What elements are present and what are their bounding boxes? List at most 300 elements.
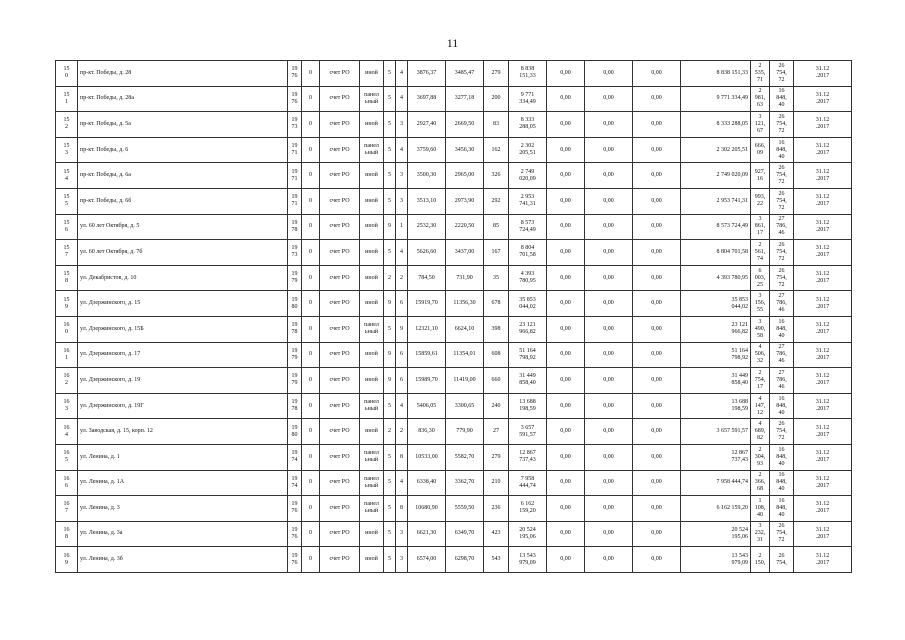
cost-total: 12 867 737,43 <box>509 444 547 470</box>
col-3: 0 <box>302 342 320 368</box>
cost-federal: 0,00 <box>547 521 585 547</box>
deadline: 31.12 .2017 <box>794 240 852 266</box>
address: ул. Ленина, д. 3б <box>78 547 288 573</box>
address: ул. 60 лет Октября, д. 7б <box>78 240 288 266</box>
cost-federal: 0,00 <box>547 291 585 317</box>
deadline: 31.12 .2017 <box>794 419 852 445</box>
table-row <box>56 368 852 394</box>
table-row <box>56 393 852 419</box>
entrances: 2 <box>396 419 408 445</box>
cost-federal: 0,00 <box>547 61 585 87</box>
cost-federal: 0,00 <box>547 188 585 214</box>
fund-method: счет РО <box>320 86 360 112</box>
cost-local: 0,00 <box>633 112 681 138</box>
cost-owners: 13 543 979,09 <box>681 547 751 573</box>
fund-method: счет РО <box>320 163 360 189</box>
deadline: 31.12 .2017 <box>794 86 852 112</box>
residents: 678 <box>484 291 509 317</box>
floors: 5 <box>384 444 396 470</box>
wall-material: иной <box>360 214 384 240</box>
address: ул. Декабристов, д. 10 <box>78 265 288 291</box>
wall-material: иной <box>360 547 384 573</box>
fund-method: счет РО <box>320 214 360 240</box>
area-total: 3876,37 <box>408 61 446 87</box>
fund-method: счет РО <box>320 342 360 368</box>
row-number: 15 7 <box>56 240 78 266</box>
table-row <box>56 342 852 368</box>
build-year: 19 79 <box>288 368 302 394</box>
table-row <box>56 470 852 496</box>
wall-material: иной <box>360 61 384 87</box>
address: пр-кт. Победы, д. 6 <box>78 137 288 163</box>
row-number: 15 3 <box>56 137 78 163</box>
area-total: 10533,00 <box>408 444 446 470</box>
wall-material: иной <box>360 265 384 291</box>
cost-regional: 0,00 <box>585 86 633 112</box>
area-living: 5582,70 <box>446 444 484 470</box>
entrances: 3 <box>396 112 408 138</box>
row-number: 15 2 <box>56 112 78 138</box>
build-year: 19 80 <box>288 419 302 445</box>
deadline: 31.12 .2017 <box>794 188 852 214</box>
floors: 5 <box>384 188 396 214</box>
col-3: 0 <box>302 188 320 214</box>
cost-federal: 0,00 <box>547 470 585 496</box>
build-year: 19 80 <box>288 291 302 317</box>
unit-cost: 3 490, 58 <box>751 316 770 342</box>
entrances: 6 <box>396 342 408 368</box>
deadline: 31.12 .2017 <box>794 393 852 419</box>
floors: 5 <box>384 496 396 522</box>
cost-federal: 0,00 <box>547 419 585 445</box>
cost-regional: 0,00 <box>585 163 633 189</box>
row-number: 16 8 <box>56 521 78 547</box>
area-total: 15989,70 <box>408 368 446 394</box>
cost-regional: 0,00 <box>585 444 633 470</box>
fund-method: счет РО <box>320 61 360 87</box>
col-3: 0 <box>302 240 320 266</box>
wall-material: иной <box>360 419 384 445</box>
cost-total: 23 121 966,82 <box>509 316 547 342</box>
deadline: 31.12 .2017 <box>794 547 852 573</box>
area-living: 2220,50 <box>446 214 484 240</box>
col-3: 0 <box>302 137 320 163</box>
build-year: 19 71 <box>288 137 302 163</box>
cost-total: 3 657 591,57 <box>509 419 547 445</box>
row-number: 16 0 <box>56 316 78 342</box>
cost-total: 6 162 159,20 <box>509 496 547 522</box>
area-total: 10680,90 <box>408 496 446 522</box>
build-year: 19 78 <box>288 316 302 342</box>
fund-method: счет РО <box>320 137 360 163</box>
wall-material: иной <box>360 342 384 368</box>
fund-method: счет РО <box>320 393 360 419</box>
area-total: 3759,60 <box>408 137 446 163</box>
area-total: 3500,30 <box>408 163 446 189</box>
cost-total: 20 524 195,06 <box>509 521 547 547</box>
cost-regional: 0,00 <box>585 316 633 342</box>
max-unit-cost: 26 754, 72 <box>770 61 794 87</box>
address: пр-кт. Победы, д. 5а <box>78 112 288 138</box>
area-total: 15919,70 <box>408 291 446 317</box>
deadline: 31.12 .2017 <box>794 214 852 240</box>
wall-material: иной <box>360 188 384 214</box>
table-row <box>56 316 852 342</box>
col-3: 0 <box>302 419 320 445</box>
entrances: 4 <box>396 61 408 87</box>
area-living: 5559,50 <box>446 496 484 522</box>
cost-regional: 0,00 <box>585 419 633 445</box>
area-total: 12321,10 <box>408 316 446 342</box>
entrances: 3 <box>396 521 408 547</box>
residents: 279 <box>484 444 509 470</box>
area-living: 3456,30 <box>446 137 484 163</box>
wall-material: иной <box>360 240 384 266</box>
residents: 398 <box>484 316 509 342</box>
unit-cost: 3 861, 17 <box>751 214 770 240</box>
cost-total: 8 804 701,58 <box>509 240 547 266</box>
cost-local: 0,00 <box>633 547 681 573</box>
residents: 162 <box>484 137 509 163</box>
col-3: 0 <box>302 61 320 87</box>
cost-local: 0,00 <box>633 240 681 266</box>
build-year: 19 74 <box>288 470 302 496</box>
row-number: 16 9 <box>56 547 78 573</box>
row-number: 16 1 <box>56 342 78 368</box>
floors: 5 <box>384 86 396 112</box>
cost-total: 9 771 334,49 <box>509 86 547 112</box>
wall-material: панел ьный <box>360 137 384 163</box>
deadline: 31.12 .2017 <box>794 316 852 342</box>
cost-total: 35 853 044,02 <box>509 291 547 317</box>
row-number: 15 4 <box>56 163 78 189</box>
fund-method: счет РО <box>320 470 360 496</box>
build-year: 19 71 <box>288 188 302 214</box>
wall-material: иной <box>360 291 384 317</box>
area-total: 3697,88 <box>408 86 446 112</box>
wall-material: панел ьный <box>360 496 384 522</box>
cost-local: 0,00 <box>633 188 681 214</box>
deadline: 31.12 .2017 <box>794 521 852 547</box>
area-total: 784,50 <box>408 265 446 291</box>
cost-owners: 4 393 780,95 <box>681 265 751 291</box>
address: ул. Заводская, д. 15, корп. 12 <box>78 419 288 445</box>
address: ул. Дзержинского, д. 17 <box>78 342 288 368</box>
fund-method: счет РО <box>320 188 360 214</box>
cost-federal: 0,00 <box>547 214 585 240</box>
residents: 200 <box>484 86 509 112</box>
col-3: 0 <box>302 265 320 291</box>
deadline: 31.12 .2017 <box>794 112 852 138</box>
residents: 35 <box>484 265 509 291</box>
max-unit-cost: 16 848, 40 <box>770 137 794 163</box>
cost-local: 0,00 <box>633 342 681 368</box>
area-living: 2973,90 <box>446 188 484 214</box>
deadline: 31.12 .2017 <box>794 137 852 163</box>
cost-owners: 51 164 798,92 <box>681 342 751 368</box>
entrances: 2 <box>396 265 408 291</box>
area-total: 2927,40 <box>408 112 446 138</box>
cost-owners: 6 162 159,20 <box>681 496 751 522</box>
area-living: 3485,47 <box>446 61 484 87</box>
build-year: 19 73 <box>288 240 302 266</box>
max-unit-cost: 16 848, 40 <box>770 316 794 342</box>
residents: 27 <box>484 419 509 445</box>
registry-rows <box>56 61 852 573</box>
max-unit-cost: 16 848, 40 <box>770 470 794 496</box>
table-row <box>56 86 852 112</box>
unit-cost: 666, 09 <box>751 137 770 163</box>
entrances: 9 <box>396 316 408 342</box>
fund-method: счет РО <box>320 521 360 547</box>
floors: 9 <box>384 368 396 394</box>
area-living: 2965,00 <box>446 163 484 189</box>
cost-total: 13 543 979,09 <box>509 547 547 573</box>
max-unit-cost: 16 848, 40 <box>770 496 794 522</box>
floors: 5 <box>384 393 396 419</box>
residents: 240 <box>484 393 509 419</box>
cost-federal: 0,00 <box>547 496 585 522</box>
table-row <box>56 496 852 522</box>
row-number: 15 0 <box>56 61 78 87</box>
wall-material: иной <box>360 112 384 138</box>
cost-regional: 0,00 <box>585 342 633 368</box>
residents: 83 <box>484 112 509 138</box>
area-living: 6349,70 <box>446 521 484 547</box>
address: ул. Ленина, д. 3а <box>78 521 288 547</box>
wall-material: иной <box>360 521 384 547</box>
build-year: 19 79 <box>288 342 302 368</box>
cost-federal: 0,00 <box>547 265 585 291</box>
cost-federal: 0,00 <box>547 163 585 189</box>
deadline: 31.12 .2017 <box>794 265 852 291</box>
cost-total: 13 688 198,59 <box>509 393 547 419</box>
residents: 167 <box>484 240 509 266</box>
entrances: 4 <box>396 240 408 266</box>
col-3: 0 <box>302 163 320 189</box>
cost-local: 0,00 <box>633 291 681 317</box>
area-living: 6298,70 <box>446 547 484 573</box>
address: пр-кт. Победы, д. 28 <box>78 61 288 87</box>
cost-regional: 0,00 <box>585 61 633 87</box>
cost-regional: 0,00 <box>585 291 633 317</box>
unit-cost: 4 506, 32 <box>751 342 770 368</box>
build-year: 19 76 <box>288 547 302 573</box>
max-unit-cost: 16 848, 40 <box>770 393 794 419</box>
table-row <box>56 240 852 266</box>
cost-local: 0,00 <box>633 368 681 394</box>
entrances: 8 <box>396 496 408 522</box>
address: ул. Дзержинского, д. 19 <box>78 368 288 394</box>
row-number: 16 2 <box>56 368 78 394</box>
area-total: 6621,30 <box>408 521 446 547</box>
cost-local: 0,00 <box>633 444 681 470</box>
cost-federal: 0,00 <box>547 240 585 266</box>
row-number: 16 6 <box>56 470 78 496</box>
residents: 543 <box>484 547 509 573</box>
cost-owners: 20 524 195,06 <box>681 521 751 547</box>
col-3: 0 <box>302 521 320 547</box>
unit-cost: 2 981, 63 <box>751 86 770 112</box>
area-living: 731,90 <box>446 265 484 291</box>
area-living: 2669,50 <box>446 112 484 138</box>
col-3: 0 <box>302 214 320 240</box>
row-number: 16 3 <box>56 393 78 419</box>
cost-regional: 0,00 <box>585 188 633 214</box>
unit-cost: 2 561, 74 <box>751 240 770 266</box>
table-row <box>56 444 852 470</box>
max-unit-cost: 26 754, 72 <box>770 188 794 214</box>
row-number: 16 4 <box>56 419 78 445</box>
table-row <box>56 291 852 317</box>
cost-regional: 0,00 <box>585 137 633 163</box>
area-living: 11354,01 <box>446 342 484 368</box>
area-living: 3362,70 <box>446 470 484 496</box>
table-row <box>56 188 852 214</box>
residents: 292 <box>484 188 509 214</box>
deadline: 31.12 .2017 <box>794 470 852 496</box>
unit-cost: 2 754, 17 <box>751 368 770 394</box>
residents: 85 <box>484 214 509 240</box>
cost-federal: 0,00 <box>547 444 585 470</box>
col-3: 0 <box>302 496 320 522</box>
floors: 5 <box>384 470 396 496</box>
area-total: 5626,60 <box>408 240 446 266</box>
address: ул. Дзержинского, д. 15Б <box>78 316 288 342</box>
residents: 660 <box>484 368 509 394</box>
row-number: 15 8 <box>56 265 78 291</box>
floors: 5 <box>384 547 396 573</box>
cost-local: 0,00 <box>633 419 681 445</box>
cost-owners: 2 953 741,31 <box>681 188 751 214</box>
area-total: 3513,10 <box>408 188 446 214</box>
address: ул. Ленина, д. 1 <box>78 444 288 470</box>
deadline: 31.12 .2017 <box>794 61 852 87</box>
table-row <box>56 547 852 573</box>
max-unit-cost: 26 754, 72 <box>770 240 794 266</box>
entrances: 4 <box>396 86 408 112</box>
cost-owners: 8 573 724,49 <box>681 214 751 240</box>
fund-method: счет РО <box>320 444 360 470</box>
address: ул. 60 лет Октября, д. 5 <box>78 214 288 240</box>
build-year: 19 78 <box>288 393 302 419</box>
deadline: 31.12 .2017 <box>794 368 852 394</box>
max-unit-cost: 27 786, 46 <box>770 291 794 317</box>
deadline: 31.12 .2017 <box>794 342 852 368</box>
col-3: 0 <box>302 86 320 112</box>
cost-regional: 0,00 <box>585 265 633 291</box>
residents: 423 <box>484 521 509 547</box>
col-3: 0 <box>302 316 320 342</box>
area-living: 11419,00 <box>446 368 484 394</box>
area-living: 3437,00 <box>446 240 484 266</box>
entrances: 4 <box>396 393 408 419</box>
entrances: 6 <box>396 368 408 394</box>
cost-regional: 0,00 <box>585 112 633 138</box>
deadline: 31.12 .2017 <box>794 496 852 522</box>
address: пр-кт. Победы, д. 28а <box>78 86 288 112</box>
col-3: 0 <box>302 368 320 394</box>
table-row <box>56 163 852 189</box>
floors: 9 <box>384 291 396 317</box>
fund-method: счет РО <box>320 547 360 573</box>
build-year: 19 74 <box>288 444 302 470</box>
cost-regional: 0,00 <box>585 496 633 522</box>
row-number: 15 9 <box>56 291 78 317</box>
area-total: 836,30 <box>408 419 446 445</box>
residents: 210 <box>484 470 509 496</box>
max-unit-cost: 26 754, <box>770 547 794 573</box>
cost-owners: 31 449 858,40 <box>681 368 751 394</box>
floors: 2 <box>384 419 396 445</box>
build-year: 19 76 <box>288 61 302 87</box>
residents: 326 <box>484 163 509 189</box>
cost-total: 8 838 151,33 <box>509 61 547 87</box>
cost-local: 0,00 <box>633 61 681 87</box>
cost-total: 2 953 741,31 <box>509 188 547 214</box>
cost-local: 0,00 <box>633 496 681 522</box>
wall-material: панел ьный <box>360 316 384 342</box>
build-year: 19 71 <box>288 163 302 189</box>
cost-owners: 2 302 205,51 <box>681 137 751 163</box>
unit-cost: 4 147, 12 <box>751 393 770 419</box>
cost-regional: 0,00 <box>585 368 633 394</box>
table-row <box>56 112 852 138</box>
unit-cost: 4 689, 82 <box>751 419 770 445</box>
cost-regional: 0,00 <box>585 547 633 573</box>
floors: 5 <box>384 163 396 189</box>
unit-cost: 993, 22 <box>751 188 770 214</box>
area-total: 2532,30 <box>408 214 446 240</box>
max-unit-cost: 26 754, 72 <box>770 112 794 138</box>
fund-method: счет РО <box>320 496 360 522</box>
cost-regional: 0,00 <box>585 470 633 496</box>
build-year: 19 76 <box>288 521 302 547</box>
fund-method: счет РО <box>320 112 360 138</box>
cost-total: 4 393 780,95 <box>509 265 547 291</box>
area-total: 6574,00 <box>408 547 446 573</box>
cost-regional: 0,00 <box>585 240 633 266</box>
col-3: 0 <box>302 547 320 573</box>
unit-cost: 3 232, 31 <box>751 521 770 547</box>
cost-local: 0,00 <box>633 393 681 419</box>
address: ул. Дзержинского, д. 15 <box>78 291 288 317</box>
area-living: 779,90 <box>446 419 484 445</box>
fund-method: счет РО <box>320 240 360 266</box>
col-3: 0 <box>302 444 320 470</box>
floors: 5 <box>384 137 396 163</box>
table-row <box>56 61 852 87</box>
fund-method: счет РО <box>320 419 360 445</box>
cost-owners: 8 333 288,05 <box>681 112 751 138</box>
cost-federal: 0,00 <box>547 393 585 419</box>
floors: 9 <box>384 342 396 368</box>
row-number: 16 7 <box>56 496 78 522</box>
table-row <box>56 214 852 240</box>
entrances: 3 <box>396 188 408 214</box>
area-living: 11356,30 <box>446 291 484 317</box>
entrances: 3 <box>396 547 408 573</box>
max-unit-cost: 26 754, 72 <box>770 265 794 291</box>
row-number: 16 5 <box>56 444 78 470</box>
cost-local: 0,00 <box>633 265 681 291</box>
cost-local: 0,00 <box>633 316 681 342</box>
wall-material: панел ьный <box>360 444 384 470</box>
cost-local: 0,00 <box>633 214 681 240</box>
col-3: 0 <box>302 112 320 138</box>
address: ул. Дзержинского, д. 19Г <box>78 393 288 419</box>
floors: 5 <box>384 521 396 547</box>
